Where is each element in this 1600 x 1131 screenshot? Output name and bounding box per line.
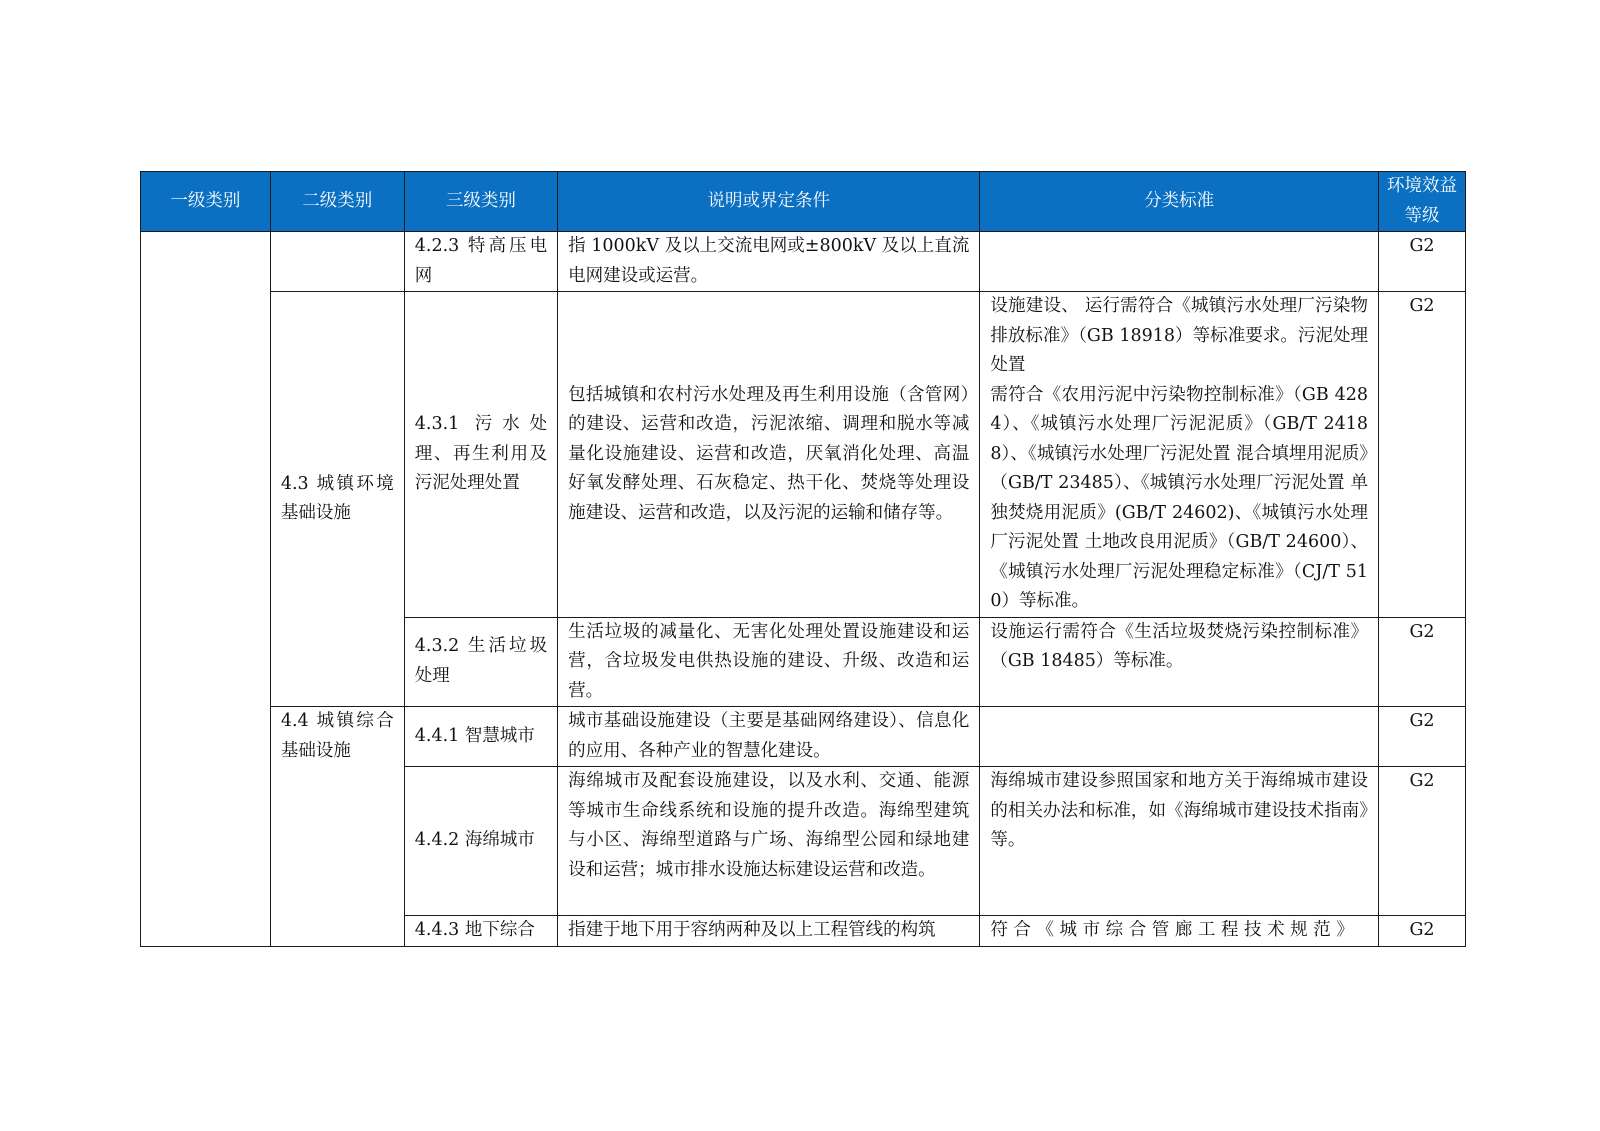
standard-cell [980,292,1379,618]
header-grade: 环境效益等级 [1379,172,1466,232]
level2-cell [270,232,404,292]
standard-cell: 符 合 《 城 市 综 合 管 廊 工 程 技 术 规 范 》 [980,916,1379,947]
standard-cell [980,707,1379,767]
standard-cell: 海绵城市建设参照国家和地方关于海绵城市建设的相关办法和标准，如《海绵城市建设技术指南》等。 [980,767,1379,916]
header-level1: 一级类别 [141,172,271,232]
level3-cell: 4.3.2 生活垃圾处理 [404,617,557,707]
classification-table [140,171,1466,947]
description-cell: 生活垃圾的减量化、无害化处理处置设施建设和运营，含垃圾发电供热设施的建设、升级、改造和运营。 [558,617,980,707]
standard-cell [980,232,1379,292]
standard-text-part1: 设施建设、 运行需符合《城镇污水处理厂污染物排放标准》（GB 18918）等标准要求。污泥处理处置 [990,296,1369,375]
grade-cell: G2 [1379,916,1466,947]
grade-cell: G2 [1379,617,1466,707]
description-cell: 海绵城市及配套设施建设，以及水利、交通、能源等城市生命线系统和设施的提升改造。海绵型建筑与小区、海绵型道路与广场、海绵型公园和绿地建设和运营；城市排水设施达标建设运营和改造。 [558,767,980,916]
standard-cell: 设施运行需符合《生活垃圾焚烧污染控制标准》（GB 18485）等标准。 [980,617,1379,707]
level2-cell: 4.3 城镇环境基础设施 [270,292,404,707]
description-cell: 包括城镇和农村污水处理及再生利用设施（含管网）的建设、运营和改造，污泥浓缩、调理和脱水等减量化设施建设、运营和改造，厌氧消化处理、高温好氧发酵处理、石灰稳定、热干化、焚烧等处理设施建设、运营和改造，以及污泥的运输和储存等。 [558,292,980,618]
header-description: 说明或界定条件 [558,172,980,232]
table-row [141,232,1466,292]
description-cell: 指 1000kV 及以上交流电网或±800kV 及以上直流电网建设或运营。 [558,232,980,292]
level3-cell: 4.4.3 地下综合 [404,916,557,947]
description-cell: 指建于地下用于容纳两种及以上工程管线的构筑 [558,916,980,947]
grade-cell: G2 [1379,232,1466,292]
level3-cell: 4.3.1 污水处理、再生利用及污泥处理处置 [404,292,557,618]
header-standard: 分类标准 [980,172,1379,232]
standard-text-part2: 需符合《农用污泥中污染物控制标准》（GB 4284）、《城镇污水处理厂污泥泥质》（GB/T 24188）、《城镇污水处理厂污泥处置 混合填埋用泥质》（GB/T 23485）、《城镇污水处理厂污泥处置 单独焚烧用泥质》(GB/T 24602)、《城镇污水处理厂污泥处置 土地改良用泥质》（GB/T 24600）、《城镇污水处理厂污泥处理稳定标准》（CJ/T 510）等标准。 [990,384,1369,611]
level3-cell: 4.4.1 智慧城市 [404,707,557,767]
header-level3: 三级类别 [404,172,557,232]
grade-cell: G2 [1379,292,1466,618]
header-level2: 二级类别 [270,172,404,232]
table-header-row [141,172,1466,232]
level1-cell [141,232,271,947]
description-cell: 城市基础设施建设（主要是基础网络建设）、信息化的应用、各种产业的智慧化建设。 [558,707,980,767]
grade-cell: G2 [1379,707,1466,767]
level3-cell: 4.4.2 海绵城市 [404,767,557,916]
grade-cell: G2 [1379,767,1466,916]
table-row [141,707,1466,767]
level2-cell: 4.4 城镇综合基础设施 [270,707,404,947]
level3-cell: 4.2.3 特高压电网 [404,232,557,292]
table-row [141,292,1466,618]
